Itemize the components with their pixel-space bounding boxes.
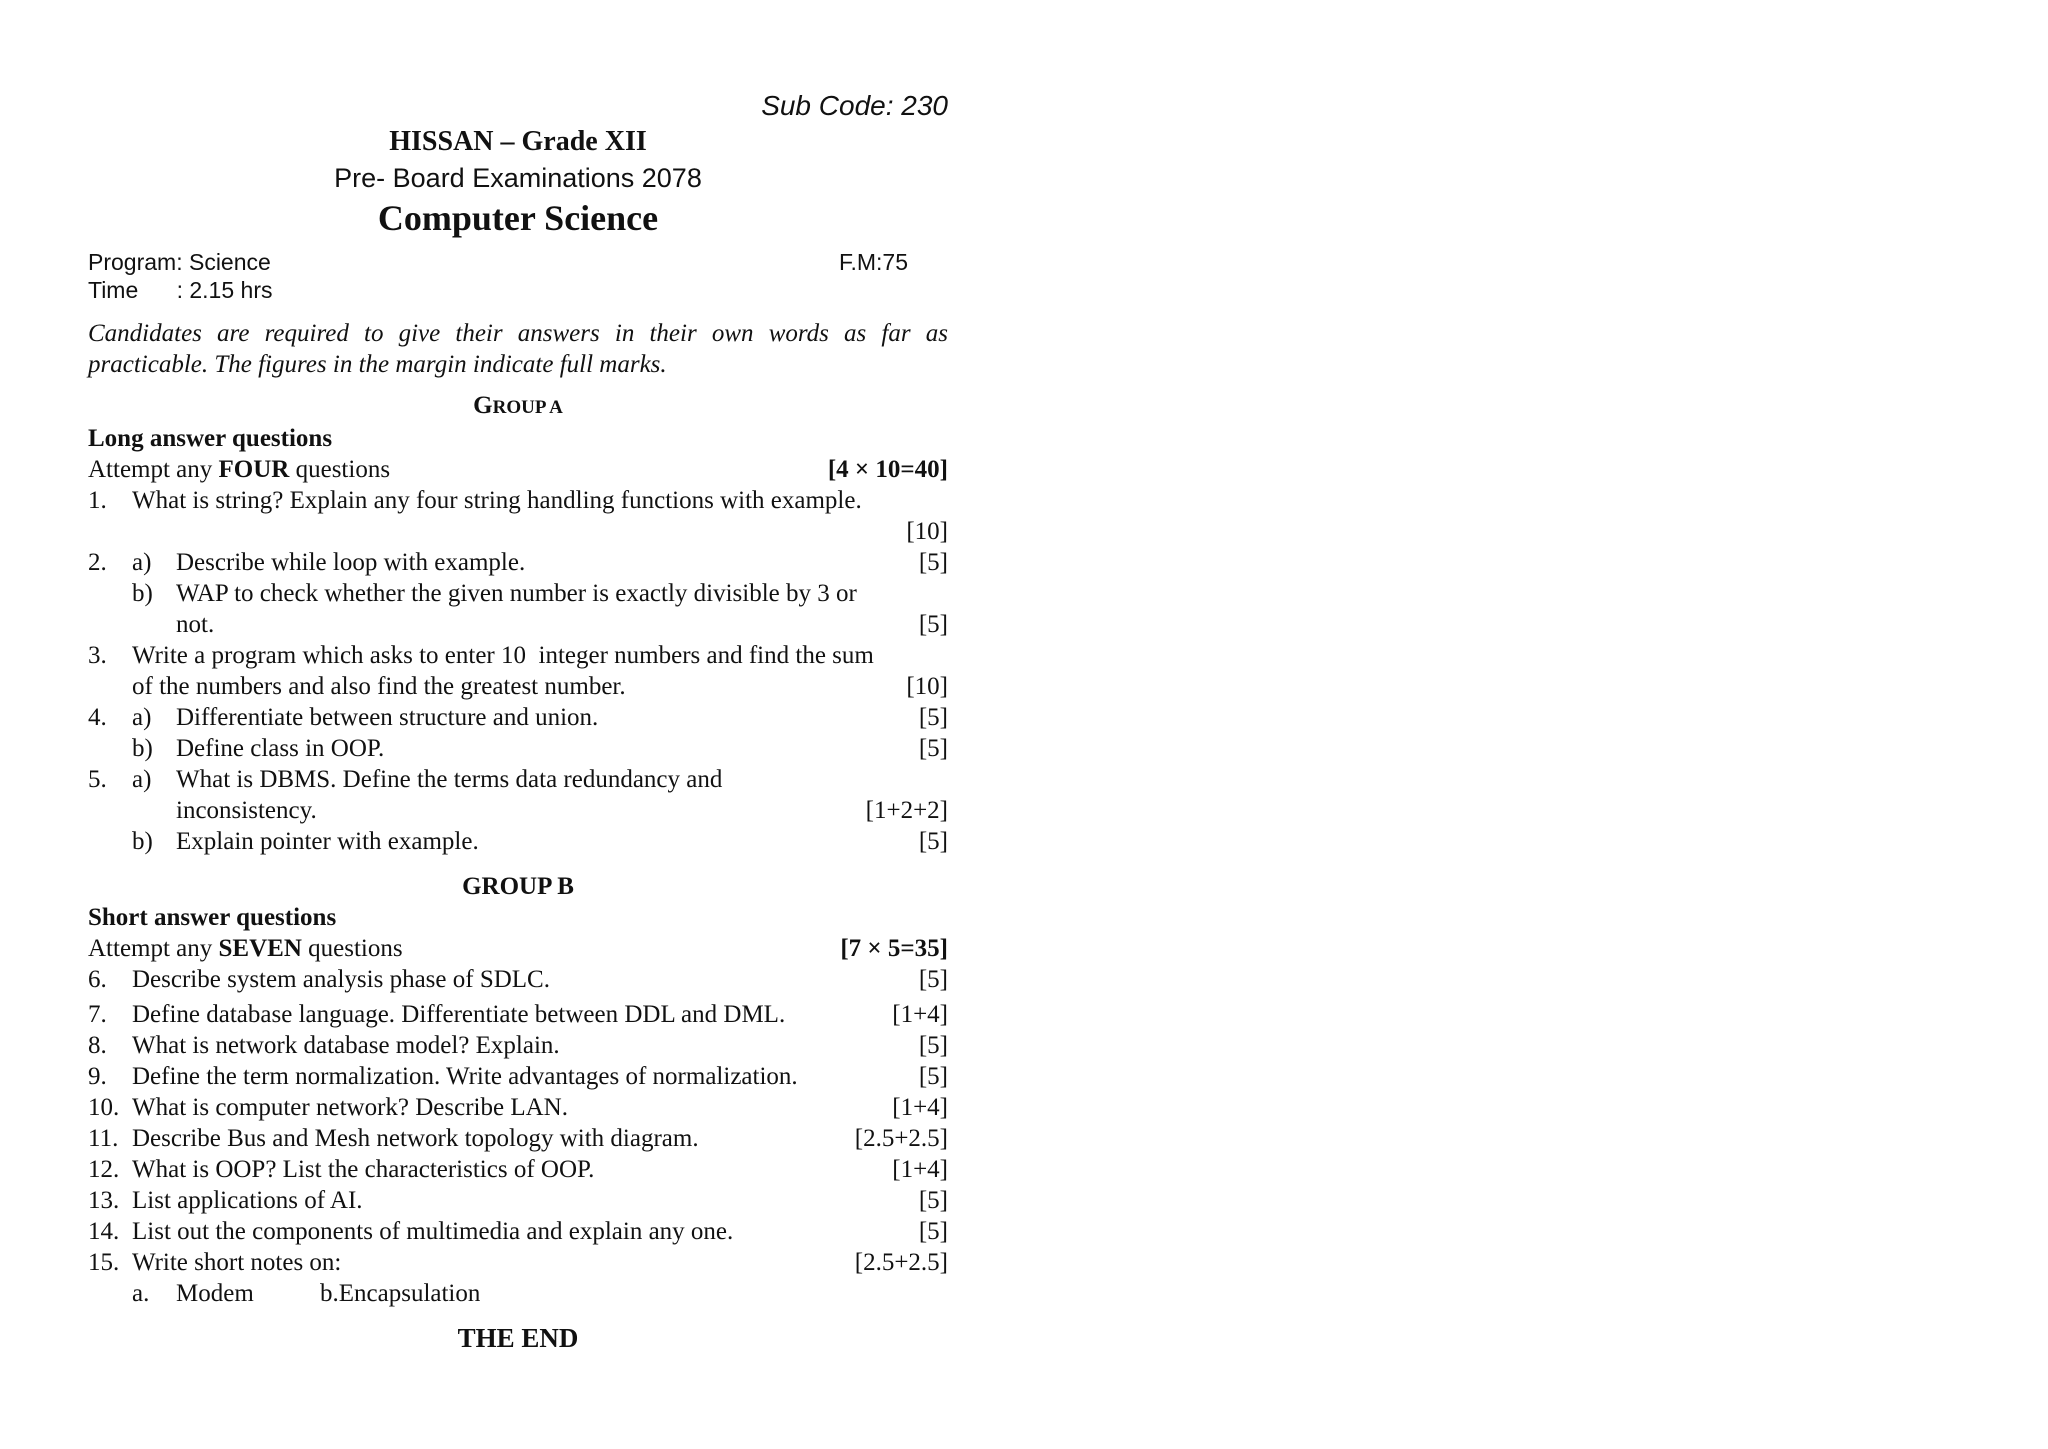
- question-15-options: [88, 1278, 948, 1309]
- option-a: Modem: [176, 1280, 254, 1307]
- group-b-attempt: [88, 933, 948, 964]
- the-end: THE END: [457, 1323, 579, 1353]
- exam-paper: [88, 88, 948, 1355]
- question-5a: 5. a) What is DBMS. Define the terms data redundancy and: [88, 766, 723, 793]
- question-11: 11. Describe Bus and Mesh network topology with diagram. [2.5+2.5]: [88, 1125, 948, 1152]
- question-3: 3. Write a program which asks to enter 10 integer numbers and find the sum: [88, 642, 874, 669]
- question-6: 6. Describe system analysis phase of SDLC. [5]: [88, 966, 948, 993]
- subject-title: Computer Science: [377, 198, 659, 238]
- organization-title: HISSAN – Grade XII: [389, 126, 647, 157]
- group-a-rest: ROUP A: [492, 397, 563, 418]
- group-a-attempt-text: Attempt any FOUR questions: [88, 456, 391, 483]
- question-8: 8. What is network database model? Explain. [5]: [88, 1032, 948, 1059]
- question-13: 13. List applications of AI. [5]: [88, 1187, 948, 1214]
- exam-title: Pre- Board Examinations 2078: [334, 163, 702, 193]
- program: Program: Science: [88, 249, 271, 275]
- question-5a-cont: inconsistency. [1+2+2]: [176, 797, 948, 824]
- group-a-initial: G: [473, 392, 493, 419]
- option-b: b.Encapsulation: [320, 1280, 481, 1307]
- question-9: 9. Define the term normalization. Write advantages of normalization. [5]: [88, 1063, 948, 1090]
- group-b-attempt-text: Attempt any SEVEN questions: [88, 935, 403, 962]
- group-a-section: Long answer questions: [88, 425, 333, 452]
- question-7: 7. Define database language. Differentiate between DDL and DML. [1+4]: [88, 1001, 948, 1028]
- sub-code: Sub Code: 230: [761, 90, 948, 121]
- question-4a: 4. a) Differentiate between structure and union. [5]: [88, 704, 948, 731]
- question-12: 12. What is OOP? List the characteristics of OOP. [1+4]: [88, 1156, 948, 1183]
- question-15: 15. Write short notes on: [2.5+2.5]: [88, 1249, 948, 1276]
- question-5b: b) Explain pointer with example. [5]: [132, 828, 948, 855]
- group-b-section: Short answer questions: [88, 904, 337, 931]
- option-a-label: a.: [132, 1280, 150, 1307]
- group-a-title: [88, 390, 948, 423]
- question-1-marks: [10]: [906, 518, 948, 545]
- group-b-title: GROUP B: [462, 873, 574, 900]
- question-2a: 2. a) Describe while loop with example. [5]: [88, 549, 948, 576]
- question-4b: b) Define class in OOP. [5]: [132, 735, 948, 762]
- question-1: 1. What is string? Explain any four string handling functions with example.: [88, 487, 862, 514]
- question-2b-cont: not. [5]: [176, 611, 948, 638]
- question-2b: b) WAP to check whether the given number is exactly divisible by 3 or: [132, 580, 857, 607]
- instructions: Candidates are required to give their answers in their own words as far as practicable. The figures in the margin indicate full marks.: [88, 320, 948, 378]
- question-14: 14. List out the components of multimedia and explain any one. [5]: [88, 1218, 948, 1245]
- group-a-marks: [4 × 10=40]: [827, 456, 948, 483]
- group-b-marks: [7 × 5=35]: [840, 935, 948, 962]
- question-3-cont: of the numbers and also find the greatest number. [10]: [132, 673, 948, 700]
- exam-info: [88, 248, 948, 304]
- time: Time : 2.15 hrs: [88, 277, 273, 303]
- group-a-attempt: [88, 454, 948, 485]
- full-marks: F.M:75: [838, 249, 908, 275]
- question-10: 10. What is computer network? Describe LAN. [1+4]: [88, 1094, 948, 1121]
